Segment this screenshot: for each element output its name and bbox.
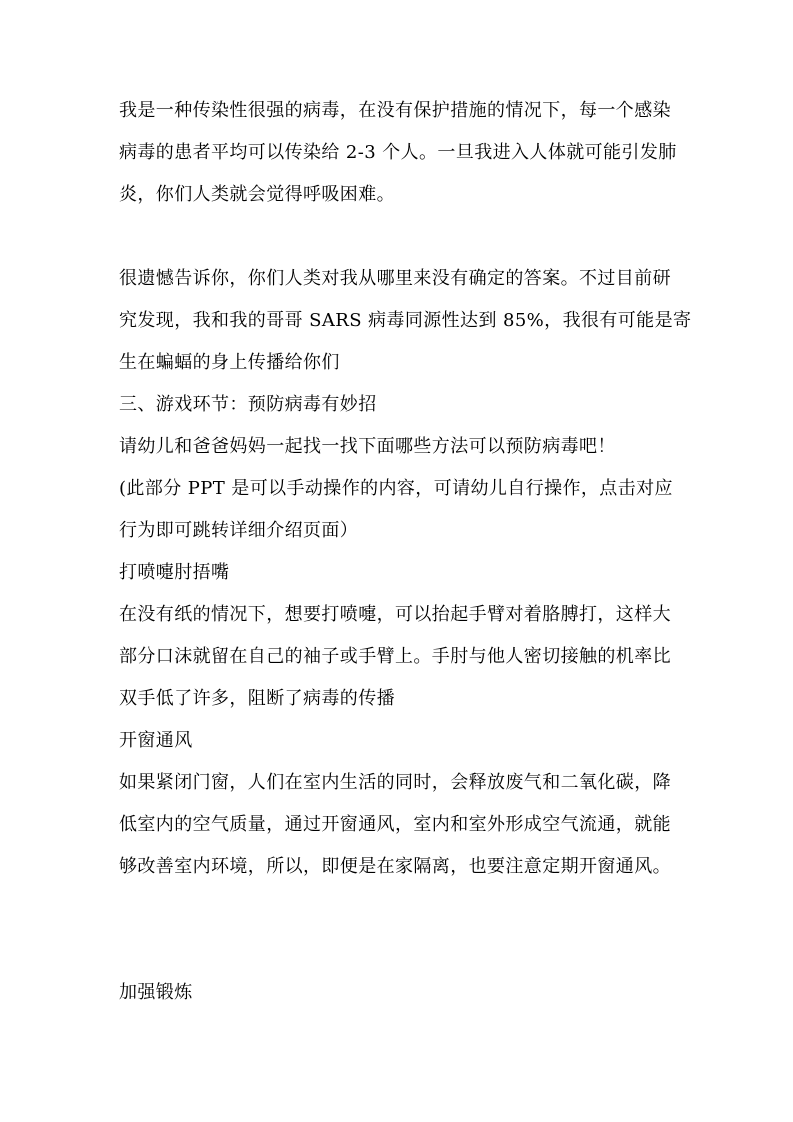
text-line: 如果紧闭门窗，人们在室内生活的同时，会释放废气和二氧化碳，降 — [119, 772, 671, 793]
text-line: 炎，你们人类就会觉得呼吸困难。 — [119, 184, 395, 205]
text-line: 病毒的患者平均可以传染给 2-3 个人。一旦我进入人体就可能引发肺 — [119, 142, 677, 163]
sneeze-tip-body — [119, 601, 681, 713]
text-line: 够改善室内环境，所以，即便是在家隔离，也要注意定期开窗通风。 — [119, 856, 671, 877]
instruction-text: 请幼儿和爸爸妈妈一起找一找下面哪些方法可以预防病毒吧！ — [119, 436, 616, 457]
text-line: 生在蝙蝠的身上传播给你们 — [119, 352, 340, 373]
text-line: 部分口沫就留在自己的袖子或手臂上。手肘与他人密切接触的机率比 — [119, 646, 671, 667]
blank-line — [119, 223, 681, 265]
text-line: 在没有纸的情况下，想要打喷嚏，可以抬起手臂对着胳膊打，这样大 — [119, 604, 671, 625]
section-title: 三、游戏环节：预防病毒有妙招 — [119, 394, 377, 415]
note-paragraph — [119, 475, 681, 545]
virus-origin-paragraph — [119, 265, 692, 377]
ventilation-tip-title: 开窗通风 — [119, 730, 193, 751]
text-line: 行为即可跳转详细介绍页面） — [119, 520, 359, 541]
text-line: 究发现，我和我的哥哥 SARS 病毒同源性达到 85%，我很有可能是寄 — [119, 310, 692, 331]
text-line: 我是一种传染性很强的病毒，在没有保护措施的情况下，每一个感染 — [119, 100, 671, 121]
text-line: 低室内的空气质量，通过开窗通风，室内和室外形成空气流通，就能 — [119, 814, 671, 835]
sneeze-tip-title: 打喷嚏肘捂嘴 — [119, 562, 230, 583]
text-line: 双手低了许多，阻断了病毒的传播 — [119, 688, 395, 709]
blank-line — [119, 895, 681, 979]
ventilation-tip-body — [119, 769, 681, 881]
virus-intro-paragraph — [119, 97, 681, 209]
document-body — [119, 97, 692, 1021]
exercise-tip-title: 加强锻炼 — [119, 982, 193, 1003]
text-line: (此部分 PPT 是可以手动操作的内容，可请幼儿自行操作，点击对应 — [119, 478, 673, 499]
text-line: 很遗憾告诉你，你们人类对我从哪里来没有确定的答案。不过目前研 — [119, 268, 671, 289]
